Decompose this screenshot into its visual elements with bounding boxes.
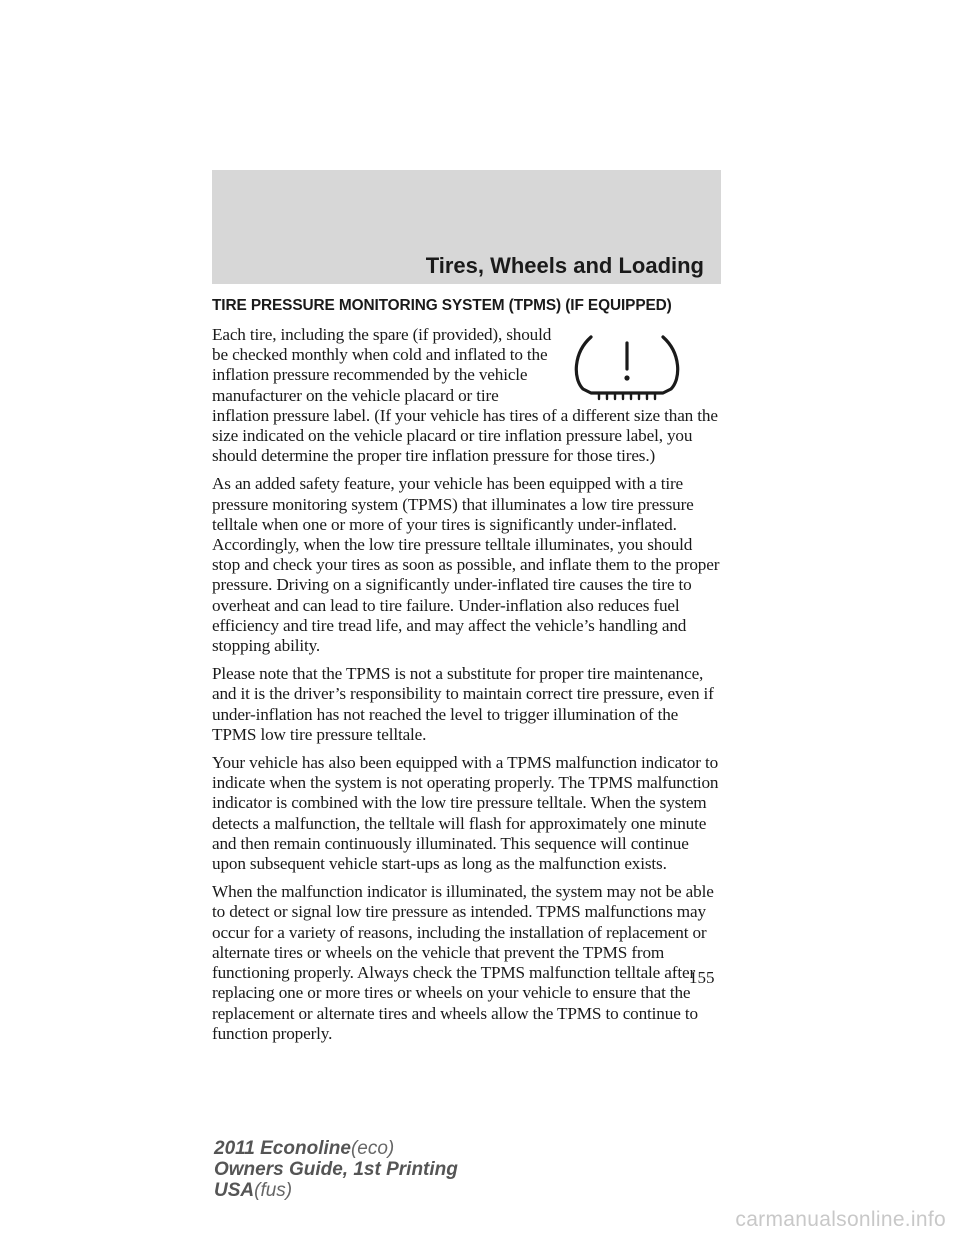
- page-content: [212, 296, 721, 1052]
- footer-line-region: [214, 1180, 458, 1201]
- section-title: Tires, Wheels and Loading: [425, 253, 704, 278]
- footer-region-code: (fus): [254, 1180, 293, 1201]
- paragraph-malfunction-indicator: Your vehicle has also been equipped with a TPMS malfunction indicator to indicate when the system is not operating properly. The TPMS malfunction indicator is combined with the low tire pressure telltale. When the system detects a malfunction, the telltale will flash for approximately one minute and then remain continuously illuminated. This sequence will continue upon subsequent vehicle start-ups as long as the malfunction exists.: [212, 753, 719, 874]
- section-header-band: [212, 170, 721, 284]
- page-number: 155: [689, 968, 715, 987]
- paragraph-safety-feature: As an added safety feature, your vehicle has been equipped with a tire pressure monitoring system (TPMS) that illuminates a low tire pressure telltale when one or more of your tires is significantly under-inflated. Accordingly, when the low tire pressure telltale illuminates, you should stop and check your tires as soon as possible, and inflate them to the proper pressure. Driving on a significantly under-inflated tire causes the tire to overheat and can lead to tire failure. Under-inflation also reduces fuel efficiency and tire tread life, and may affect the vehicle’s handling and stopping ability.: [212, 474, 720, 656]
- footer-model: 2011 Econoline: [214, 1138, 351, 1159]
- footer-model-code: (eco): [350, 1138, 395, 1159]
- footer-line-model: [214, 1138, 458, 1159]
- paragraph-monthly-check: Each tire, including the spare (if provided), should be checked monthly when cold and inflated to the inflation pressure recommended by the vehicle manufacturer on the vehicle placard or tire inflation pressure label. (If your vehicle has tires of a different size than the size indicated on the vehicle placard or tire inflation pressure label, you should determine the proper tire inflation pressure for those tires.): [212, 325, 718, 466]
- paragraph-malfunction-illuminated: When the malfunction indicator is illuminated, the system may not be able to detect or signal low tire pressure as intended. TPMS malfunctions may occur for a variety of reasons, including the installation of replacement or alternate tires or wheels on the vehicle that prevent the TPMS from functioning properly. Always check the TPMS malfunction telltale after replacing one or more tires or wheels on your vehicle to ensure that the replacement or alternate tires and wheels allow the TPMS to continue to function properly.: [212, 882, 714, 1043]
- footer-region: USA: [214, 1180, 255, 1201]
- document-footer: [214, 1138, 458, 1201]
- paragraph-not-substitute: Please note that the TPMS is not a substitute for proper tire maintenance, and it is the driver’s responsibility to maintain correct tire pressure, even if under-inflation has not reached the level to trigger illumination of the TPMS low tire pressure telltale.: [212, 664, 714, 744]
- low-tire-pressure-warning-icon: [569, 333, 685, 401]
- footer-printing: Owners Guide, 1st Printing: [214, 1159, 458, 1180]
- topic-heading: TIRE PRESSURE MONITORING SYSTEM (TPMS) (IF EQUIPPED): [212, 297, 672, 314]
- watermark-link[interactable]: carmanualsonline.info: [735, 1208, 946, 1231]
